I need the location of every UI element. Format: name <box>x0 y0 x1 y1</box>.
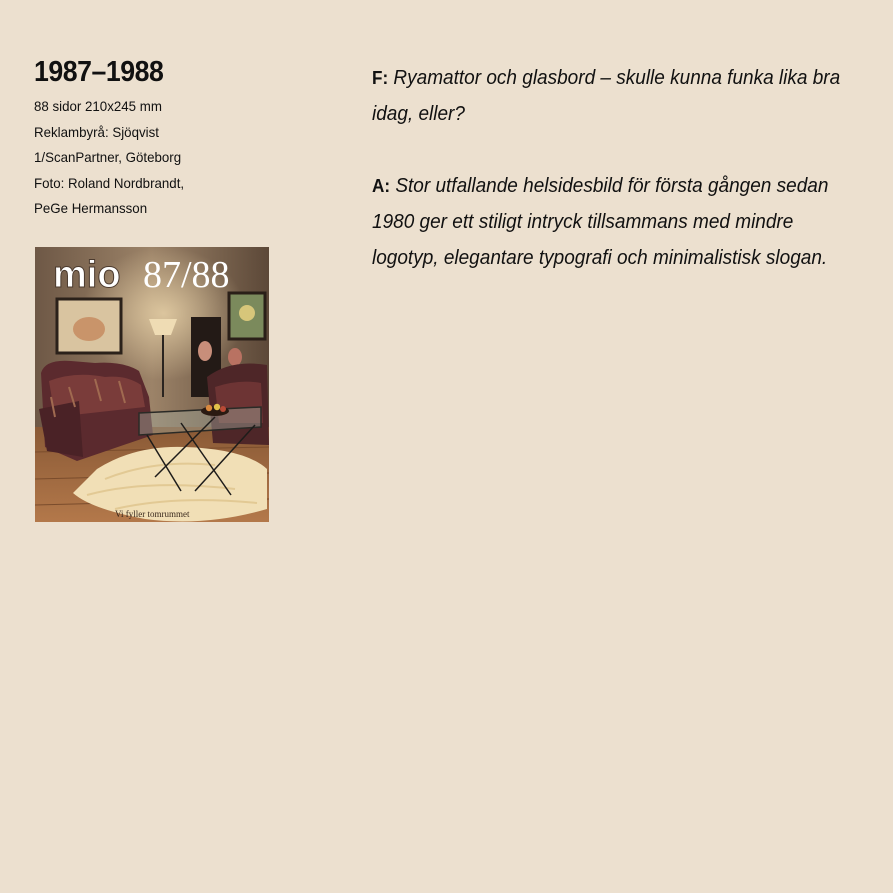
year-title: 1987–1988 <box>34 56 164 88</box>
qa-section <box>372 60 842 312</box>
cover-issue: 87/88 <box>143 254 230 296</box>
question-label: F: <box>372 68 389 88</box>
meta-photo: Foto: Roland Nordbrandt, <box>34 174 185 191</box>
meta-photo-cont: PeGe Hermansson <box>34 200 148 216</box>
cover-slogan: Vi fyller tomrummet <box>115 509 190 519</box>
cover-logo: mio <box>53 254 121 296</box>
question-text: Ryamattor och glasbord – skulle kunna funka lika bra idag, eller? <box>372 67 841 125</box>
answer <box>372 168 842 276</box>
catalog-info <box>34 54 334 222</box>
answer-label: A: <box>372 176 391 196</box>
meta-agency-cont: 1/ScanPartner, Göteborg <box>34 149 182 165</box>
answer-text: Stor utfallande helsidesbild för första gången sedan 1980 ger ett stiligt intryck tillsammans med mindre logotyp, elegantare typografi och minimalistisk slogan. <box>372 175 829 269</box>
meta-pages: 88 sidor 210x245 mm <box>34 98 162 114</box>
question <box>372 60 842 132</box>
meta-agency: Reklambyrå: Sjöqvist <box>34 123 159 140</box>
catalog-cover-image <box>35 247 269 522</box>
